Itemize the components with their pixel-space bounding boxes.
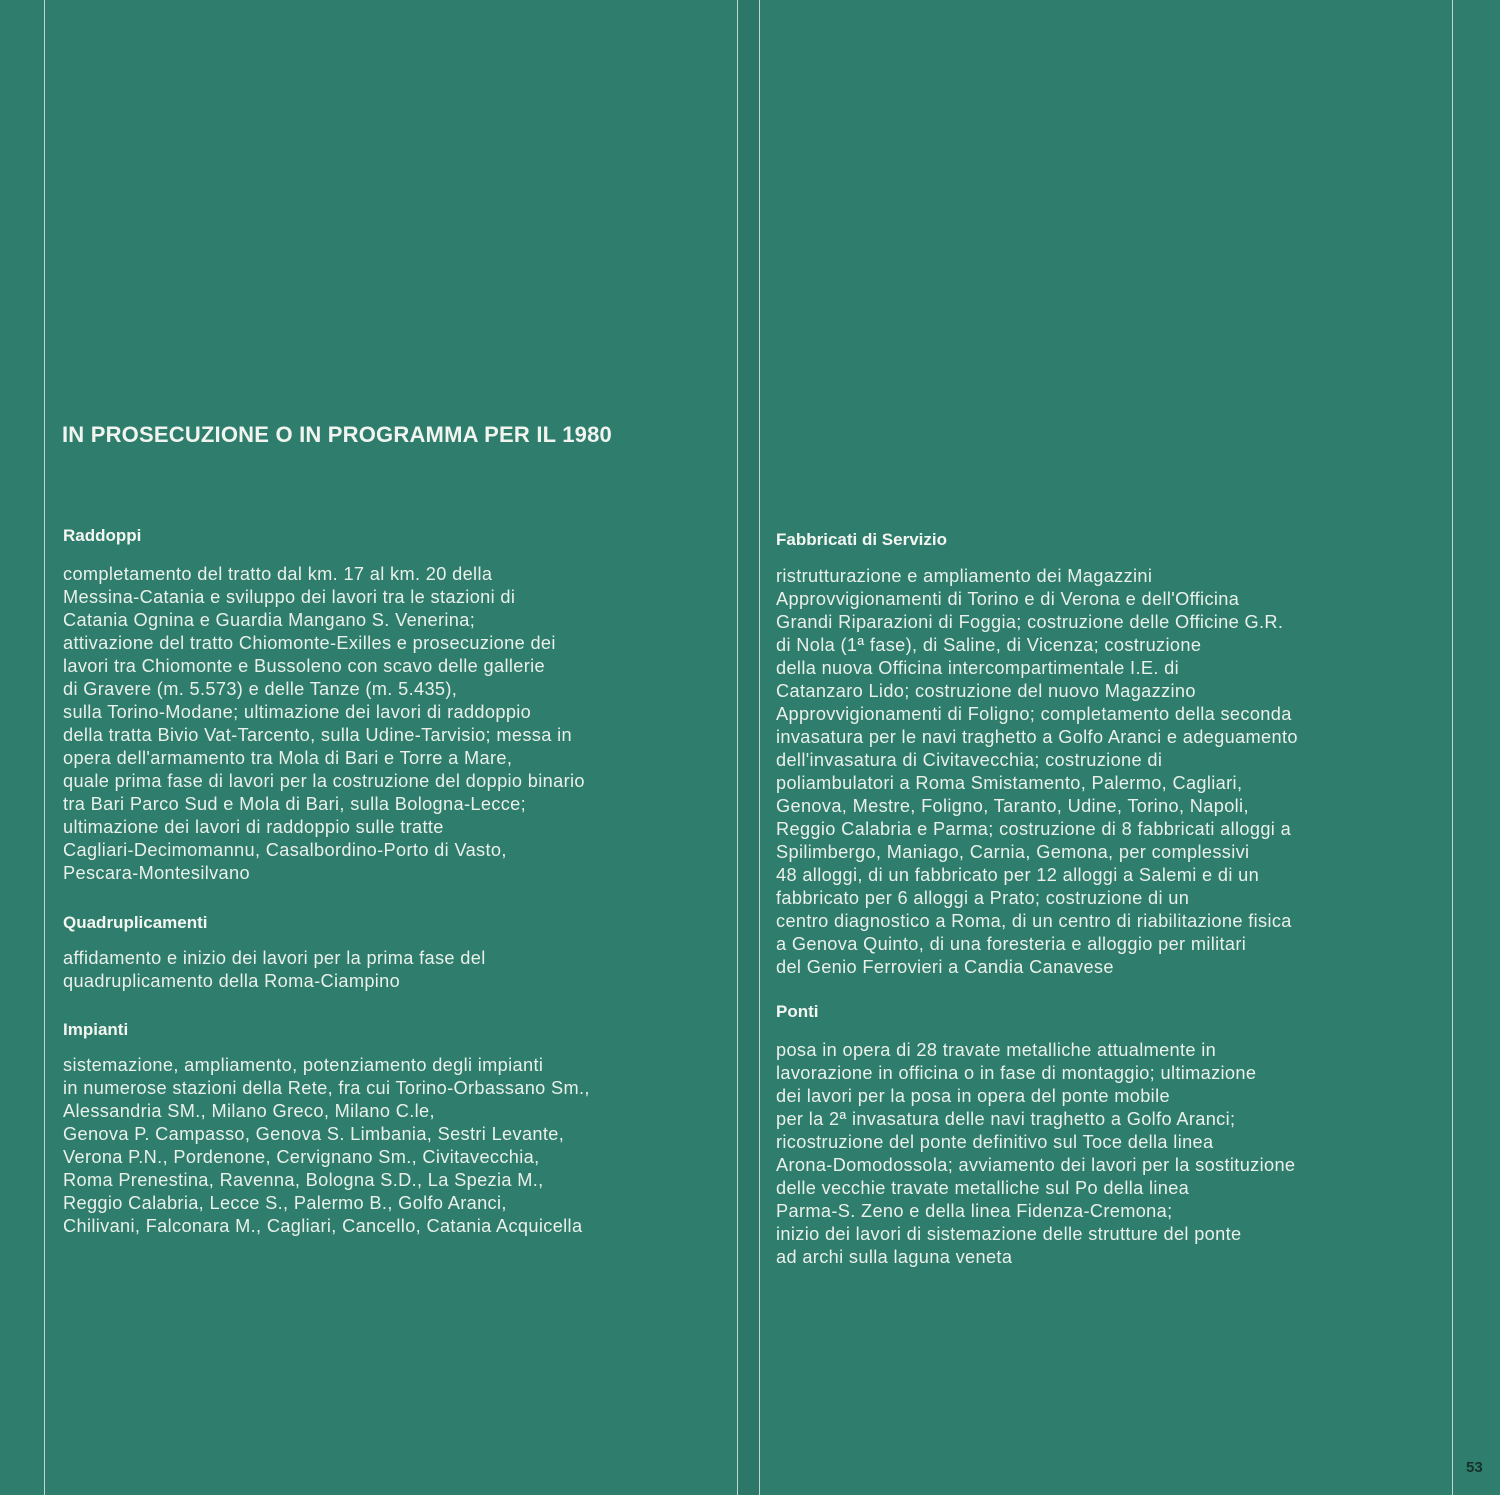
section-body bbox=[63, 1054, 590, 1238]
text-line: Roma Prenestina, Ravenna, Bologna S.D., La Spezia M., bbox=[63, 1170, 544, 1190]
section-fabbricati bbox=[776, 530, 1298, 979]
text-line: della tratta Bivio Vat-Tarcento, sulla Udine-Tarvisio; messa in bbox=[63, 725, 572, 745]
text-line: completamento del tratto dal km. 17 al km. 20 della bbox=[63, 564, 493, 584]
text-line: Cagliari-Decimomannu, Casalbordino-Porto di Vasto, bbox=[63, 840, 507, 860]
text-line: tra Bari Parco Sud e Mola di Bari, sulla Bologna-Lecce; bbox=[63, 794, 527, 814]
text-line: Approvvigionamenti di Foligno; completamento della seconda bbox=[776, 704, 1292, 724]
text-line: delle vecchie travate metalliche sul Po della linea bbox=[776, 1178, 1190, 1198]
text-line: lavori tra Chiomonte e Bussoleno con scavo delle gallerie bbox=[63, 656, 545, 676]
text-line: Catanzaro Lido; costruzione del nuovo Magazzino bbox=[776, 681, 1196, 701]
text-line: affidamento e inizio dei lavori per la prima fase del bbox=[63, 948, 486, 968]
text-line: per la 2ª invasatura delle navi traghetto a Golfo Aranci; bbox=[776, 1109, 1236, 1129]
section-quadruplicamenti bbox=[63, 913, 486, 993]
text-line: dell'invasatura di Civitavecchia; costruzione di bbox=[776, 750, 1163, 770]
page-fold bbox=[738, 0, 759, 1495]
text-line: di Nola (1ª fase), di Saline, di Vicenza; costruzione bbox=[776, 635, 1202, 655]
text-line: dei lavori per la posa in opera del ponte mobile bbox=[776, 1086, 1170, 1106]
text-line: Alessandria SM., Milano Greco, Milano C.le, bbox=[63, 1101, 435, 1121]
text-line: ultimazione dei lavori di raddoppio sulle tratte bbox=[63, 817, 444, 837]
section-heading: Impianti bbox=[63, 1020, 129, 1039]
section-heading: Raddoppi bbox=[63, 526, 142, 545]
text-line: Chilivani, Falconara M., Cagliari, Cancello, Catania Acquicella bbox=[63, 1216, 583, 1236]
section-body bbox=[63, 947, 486, 993]
text-line: opera dell'armamento tra Mola di Bari e Torre a Mare, bbox=[63, 748, 513, 768]
section-body bbox=[776, 565, 1298, 979]
text-line: Messina-Catania e sviluppo dei lavori tra le stazioni di bbox=[63, 587, 516, 607]
section-heading: Fabbricati di Servizio bbox=[776, 530, 947, 549]
text-line: inizio dei lavori di sistemazione delle strutture del ponte bbox=[776, 1224, 1242, 1244]
text-line: posa in opera di 28 travate metalliche attualmente in bbox=[776, 1040, 1217, 1060]
text-line: poliambulatori a Roma Smistamento, Palermo, Cagliari, bbox=[776, 773, 1243, 793]
text-line: sistemazione, ampliamento, potenziamento degli impianti bbox=[63, 1055, 544, 1075]
text-line: Approvvigionamenti di Torino e di Verona e dell'Officina bbox=[776, 589, 1240, 609]
section-body bbox=[776, 1039, 1295, 1269]
text-line: ricostruzione del ponte definitivo sul Toce della linea bbox=[776, 1132, 1214, 1152]
page-number: 53 bbox=[1466, 1459, 1483, 1476]
text-line: quale prima fase di lavori per la costruzione del doppio binario bbox=[63, 771, 585, 791]
text-line: del Genio Ferrovieri a Candia Canavese bbox=[776, 957, 1114, 977]
text-line: quadruplicamento della Roma-Ciampino bbox=[63, 971, 401, 991]
text-line: 48 alloggi, di un fabbricato per 12 alloggi a Salemi e di un bbox=[776, 865, 1260, 885]
text-line: Catania Ognina e Guardia Mangano S. Venerina; bbox=[63, 610, 476, 630]
text-line: a Genova Quinto, di una foresteria e alloggio per militari bbox=[776, 934, 1247, 954]
text-line: fabbricato per 6 alloggi a Prato; costruzione di un bbox=[776, 888, 1190, 908]
text-line: centro diagnostico a Roma, di un centro di riabilitazione fisica bbox=[776, 911, 1292, 931]
right-margin-rule bbox=[1452, 0, 1453, 1495]
center-rule-right bbox=[759, 0, 760, 1495]
text-line: ad archi sulla laguna veneta bbox=[776, 1247, 1013, 1267]
text-line: Reggio Calabria e Parma; costruzione di 8 fabbricati alloggi a bbox=[776, 819, 1292, 839]
text-line: Spilimbergo, Maniago, Carnia, Gemona, per complessivi bbox=[776, 842, 1250, 862]
section-body bbox=[63, 563, 585, 885]
page-title: IN PROSECUZIONE O IN PROGRAMMA PER IL 1980 bbox=[62, 422, 612, 447]
center-rule-left bbox=[737, 0, 738, 1495]
text-line: Arona-Domodossola; avviamento dei lavori per la sostituzione bbox=[776, 1155, 1296, 1175]
text-line: della nuova Officina intercompartimentale I.E. di bbox=[776, 658, 1179, 678]
text-line: invasatura per le navi traghetto a Golfo Aranci e adeguamento bbox=[776, 727, 1298, 747]
text-line: ristrutturazione e ampliamento dei Magazzini bbox=[776, 566, 1153, 586]
text-line: di Gravere (m. 5.573) e delle Tanze (m. 5.435), bbox=[63, 679, 458, 699]
section-heading: Ponti bbox=[776, 1002, 819, 1021]
section-impianti bbox=[63, 1020, 590, 1238]
text-line: Pescara-Montesilvano bbox=[63, 863, 250, 883]
text-line: Grandi Riparazioni di Foggia; costruzione delle Officine G.R. bbox=[776, 612, 1284, 632]
section-heading: Quadruplicamenti bbox=[63, 913, 208, 932]
text-line: attivazione del tratto Chiomonte-Exilles e prosecuzione dei bbox=[63, 633, 556, 653]
text-line: Verona P.N., Pordenone, Cervignano Sm., Civitavecchia, bbox=[63, 1147, 540, 1167]
text-line: lavorazione in officina o in fase di montaggio; ultimazione bbox=[776, 1063, 1257, 1083]
text-line: sulla Torino-Modane; ultimazione dei lavori di raddoppio bbox=[63, 702, 532, 722]
left-margin-rule bbox=[44, 0, 45, 1495]
text-line: Parma-S. Zeno e della linea Fidenza-Cremona; bbox=[776, 1201, 1173, 1221]
section-ponti bbox=[776, 1002, 1295, 1269]
text-line: Genova, Mestre, Foligno, Taranto, Udine, Torino, Napoli, bbox=[776, 796, 1249, 816]
text-line: in numerose stazioni della Rete, fra cui Torino-Orbassano Sm., bbox=[63, 1078, 590, 1098]
text-line: Genova P. Campasso, Genova S. Limbania, Sestri Levante, bbox=[63, 1124, 565, 1144]
section-raddoppi bbox=[63, 526, 585, 885]
text-line: Reggio Calabria, Lecce S., Palermo B., Golfo Aranci, bbox=[63, 1193, 507, 1213]
